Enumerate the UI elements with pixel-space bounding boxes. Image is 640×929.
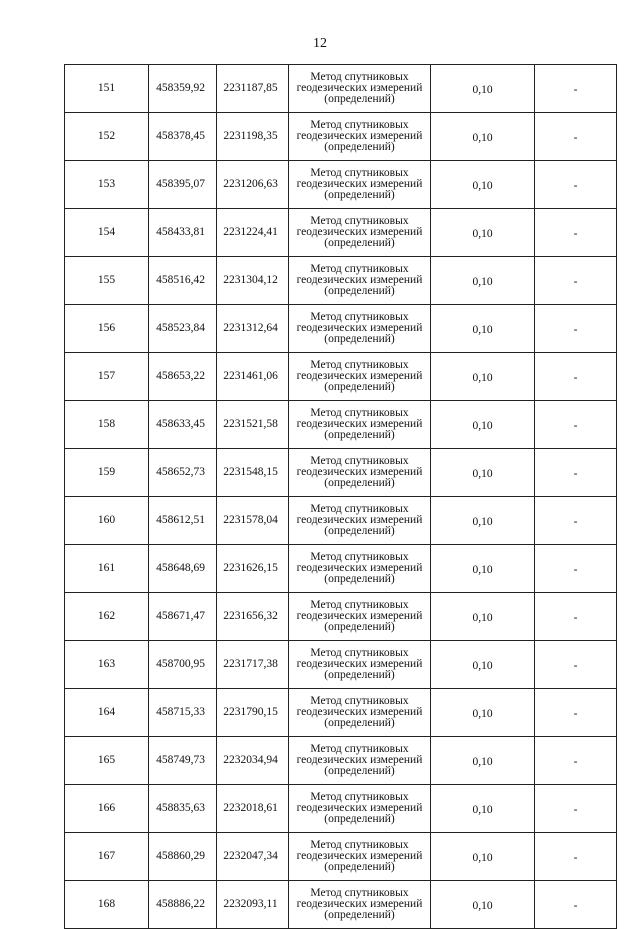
- x-coordinate-cell: 458648,69: [149, 545, 217, 593]
- point-number-cell: 167: [65, 833, 149, 881]
- method-line: Метод спутниковых: [310, 215, 409, 227]
- point-number-cell: 152: [65, 113, 149, 161]
- table-row: [65, 737, 617, 785]
- accuracy-cell: 0,10: [431, 497, 535, 545]
- point-number-cell: 162: [65, 593, 149, 641]
- note-cell: -: [535, 449, 617, 497]
- y-coordinate-cell: 2232018,61: [217, 785, 289, 833]
- method-cell: [289, 593, 431, 641]
- method-line: геодезических измерений: [296, 850, 423, 862]
- note-cell: -: [535, 737, 617, 785]
- accuracy-cell: 0,10: [431, 785, 535, 833]
- table-row: [65, 209, 617, 257]
- accuracy-cell: 0,10: [431, 113, 535, 161]
- y-coordinate-cell: 2232034,94: [217, 737, 289, 785]
- point-number-cell: 160: [65, 497, 149, 545]
- method-line: геодезических измерений: [296, 706, 423, 718]
- method-line: (определений): [324, 621, 395, 633]
- y-coordinate-cell: 2231521,58: [217, 401, 289, 449]
- note-cell: -: [535, 65, 617, 113]
- method-line: (определений): [324, 573, 395, 585]
- method-cell: [289, 161, 431, 209]
- accuracy-cell: 0,10: [431, 209, 535, 257]
- method-line: геодезических измерений: [296, 178, 423, 190]
- x-coordinate-cell: 458671,47: [149, 593, 217, 641]
- point-number-cell: 159: [65, 449, 149, 497]
- method-line: (определений): [324, 909, 395, 921]
- method-cell: [289, 545, 431, 593]
- table-row: [65, 641, 617, 689]
- method-line: геодезических измерений: [296, 418, 423, 430]
- y-coordinate-cell: 2231461,06: [217, 353, 289, 401]
- method-cell: [289, 305, 431, 353]
- x-coordinate-cell: 458395,07: [149, 161, 217, 209]
- method-line: (определений): [324, 765, 395, 777]
- x-coordinate-cell: 458860,29: [149, 833, 217, 881]
- accuracy-cell: 0,10: [431, 641, 535, 689]
- y-coordinate-cell: 2231578,04: [217, 497, 289, 545]
- accuracy-cell: 0,10: [431, 593, 535, 641]
- method-cell: [289, 65, 431, 113]
- note-cell: -: [535, 257, 617, 305]
- point-number-cell: 166: [65, 785, 149, 833]
- note-cell: -: [535, 785, 617, 833]
- x-coordinate-cell: 458653,22: [149, 353, 217, 401]
- method-line: геодезических измерений: [296, 466, 423, 478]
- method-line: геодезических измерений: [296, 274, 423, 286]
- coordinates-table-body: [65, 65, 617, 929]
- accuracy-cell: 0,10: [431, 881, 535, 929]
- y-coordinate-cell: 2232047,34: [217, 833, 289, 881]
- point-number-cell: 156: [65, 305, 149, 353]
- method-line: (определений): [324, 93, 395, 105]
- accuracy-cell: 0,10: [431, 545, 535, 593]
- table-row: [65, 449, 617, 497]
- method-cell: [289, 737, 431, 785]
- accuracy-cell: 0,10: [431, 257, 535, 305]
- note-cell: -: [535, 353, 617, 401]
- y-coordinate-cell: 2231548,15: [217, 449, 289, 497]
- x-coordinate-cell: 458633,45: [149, 401, 217, 449]
- table-row: [65, 401, 617, 449]
- x-coordinate-cell: 458715,33: [149, 689, 217, 737]
- method-line: (определений): [324, 525, 395, 537]
- method-line: геодезических измерений: [296, 898, 423, 910]
- accuracy-cell: 0,10: [431, 161, 535, 209]
- accuracy-cell: 0,10: [431, 65, 535, 113]
- note-cell: -: [535, 881, 617, 929]
- note-cell: -: [535, 401, 617, 449]
- method-line: Метод спутниковых: [310, 695, 409, 707]
- method-line: Метод спутниковых: [310, 407, 409, 419]
- method-line: (определений): [324, 381, 395, 393]
- method-line: Метод спутниковых: [310, 119, 409, 131]
- y-coordinate-cell: 2231224,41: [217, 209, 289, 257]
- method-line: геодезических измерений: [296, 802, 423, 814]
- method-line: геодезических измерений: [296, 82, 423, 94]
- accuracy-cell: 0,10: [431, 689, 535, 737]
- method-line: Метод спутниковых: [310, 359, 409, 371]
- point-number-cell: 151: [65, 65, 149, 113]
- table-row: [65, 257, 617, 305]
- y-coordinate-cell: 2231206,63: [217, 161, 289, 209]
- table-row: [65, 65, 617, 113]
- x-coordinate-cell: 458835,63: [149, 785, 217, 833]
- y-coordinate-cell: 2231626,15: [217, 545, 289, 593]
- note-cell: -: [535, 641, 617, 689]
- note-cell: -: [535, 497, 617, 545]
- method-cell: [289, 353, 431, 401]
- x-coordinate-cell: 458700,95: [149, 641, 217, 689]
- x-coordinate-cell: 458749,73: [149, 737, 217, 785]
- point-number-cell: 154: [65, 209, 149, 257]
- accuracy-cell: 0,10: [431, 401, 535, 449]
- note-cell: -: [535, 305, 617, 353]
- point-number-cell: 153: [65, 161, 149, 209]
- y-coordinate-cell: 2231198,35: [217, 113, 289, 161]
- method-line: геодезических измерений: [296, 370, 423, 382]
- method-cell: [289, 209, 431, 257]
- method-line: (определений): [324, 333, 395, 345]
- point-number-cell: 155: [65, 257, 149, 305]
- method-line: Метод спутниковых: [310, 503, 409, 515]
- table-row: [65, 161, 617, 209]
- x-coordinate-cell: 458523,84: [149, 305, 217, 353]
- method-line: Метод спутниковых: [310, 599, 409, 611]
- y-coordinate-cell: 2231790,15: [217, 689, 289, 737]
- y-coordinate-cell: 2232093,11: [217, 881, 289, 929]
- method-line: (определений): [324, 429, 395, 441]
- accuracy-cell: 0,10: [431, 353, 535, 401]
- point-number-cell: 165: [65, 737, 149, 785]
- method-line: Метод спутниковых: [310, 647, 409, 659]
- method-cell: [289, 449, 431, 497]
- note-cell: -: [535, 833, 617, 881]
- method-line: (определений): [324, 717, 395, 729]
- y-coordinate-cell: 2231312,64: [217, 305, 289, 353]
- table-row: [65, 497, 617, 545]
- note-cell: -: [535, 113, 617, 161]
- method-line: геодезических измерений: [296, 322, 423, 334]
- table-row: [65, 593, 617, 641]
- method-line: геодезических измерений: [296, 130, 423, 142]
- x-coordinate-cell: 458886,22: [149, 881, 217, 929]
- method-line: (определений): [324, 189, 395, 201]
- note-cell: -: [535, 209, 617, 257]
- x-coordinate-cell: 458612,51: [149, 497, 217, 545]
- method-line: геодезических измерений: [296, 754, 423, 766]
- y-coordinate-cell: 2231656,32: [217, 593, 289, 641]
- method-cell: [289, 833, 431, 881]
- method-line: Метод спутниковых: [310, 311, 409, 323]
- point-number-cell: 164: [65, 689, 149, 737]
- method-cell: [289, 641, 431, 689]
- method-line: (определений): [324, 669, 395, 681]
- method-line: геодезических измерений: [296, 610, 423, 622]
- accuracy-cell: 0,10: [431, 833, 535, 881]
- method-cell: [289, 113, 431, 161]
- note-cell: -: [535, 689, 617, 737]
- point-number-cell: 157: [65, 353, 149, 401]
- method-cell: [289, 401, 431, 449]
- note-cell: -: [535, 593, 617, 641]
- table-row: [65, 353, 617, 401]
- method-line: Метод спутниковых: [310, 839, 409, 851]
- x-coordinate-cell: 458433,81: [149, 209, 217, 257]
- point-number-cell: 163: [65, 641, 149, 689]
- point-number-cell: 158: [65, 401, 149, 449]
- x-coordinate-cell: 458378,45: [149, 113, 217, 161]
- method-line: (определений): [324, 861, 395, 873]
- point-number-cell: 161: [65, 545, 149, 593]
- method-line: (определений): [324, 285, 395, 297]
- y-coordinate-cell: 2231304,12: [217, 257, 289, 305]
- method-line: геодезических измерений: [296, 658, 423, 670]
- method-cell: [289, 497, 431, 545]
- method-cell: [289, 689, 431, 737]
- table-row: [65, 785, 617, 833]
- method-line: (определений): [324, 141, 395, 153]
- method-line: Метод спутниковых: [310, 167, 409, 179]
- method-cell: [289, 257, 431, 305]
- table-row: [65, 833, 617, 881]
- y-coordinate-cell: 2231717,38: [217, 641, 289, 689]
- method-line: Метод спутниковых: [310, 455, 409, 467]
- accuracy-cell: 0,10: [431, 449, 535, 497]
- method-line: геодезических измерений: [296, 226, 423, 238]
- method-cell: [289, 785, 431, 833]
- page-number: 12: [313, 36, 327, 51]
- x-coordinate-cell: 458359,92: [149, 65, 217, 113]
- method-line: Метод спутниковых: [310, 263, 409, 275]
- accuracy-cell: 0,10: [431, 737, 535, 785]
- x-coordinate-cell: 458652,73: [149, 449, 217, 497]
- method-line: геодезических измерений: [296, 562, 423, 574]
- method-line: (определений): [324, 477, 395, 489]
- method-line: (определений): [324, 813, 395, 825]
- method-line: Метод спутниковых: [310, 551, 409, 563]
- accuracy-cell: 0,10: [431, 305, 535, 353]
- table-row: [65, 305, 617, 353]
- table-row: [65, 545, 617, 593]
- method-line: геодезических измерений: [296, 514, 423, 526]
- method-line: Метод спутниковых: [310, 791, 409, 803]
- method-line: Метод спутниковых: [310, 887, 409, 899]
- y-coordinate-cell: 2231187,85: [217, 65, 289, 113]
- table-row: [65, 689, 617, 737]
- method-line: Метод спутниковых: [310, 71, 409, 83]
- note-cell: -: [535, 545, 617, 593]
- point-number-cell: 168: [65, 881, 149, 929]
- coordinates-table: [64, 64, 617, 929]
- method-line: (определений): [324, 237, 395, 249]
- x-coordinate-cell: 458516,42: [149, 257, 217, 305]
- table-row: [65, 113, 617, 161]
- note-cell: -: [535, 161, 617, 209]
- method-line: Метод спутниковых: [310, 743, 409, 755]
